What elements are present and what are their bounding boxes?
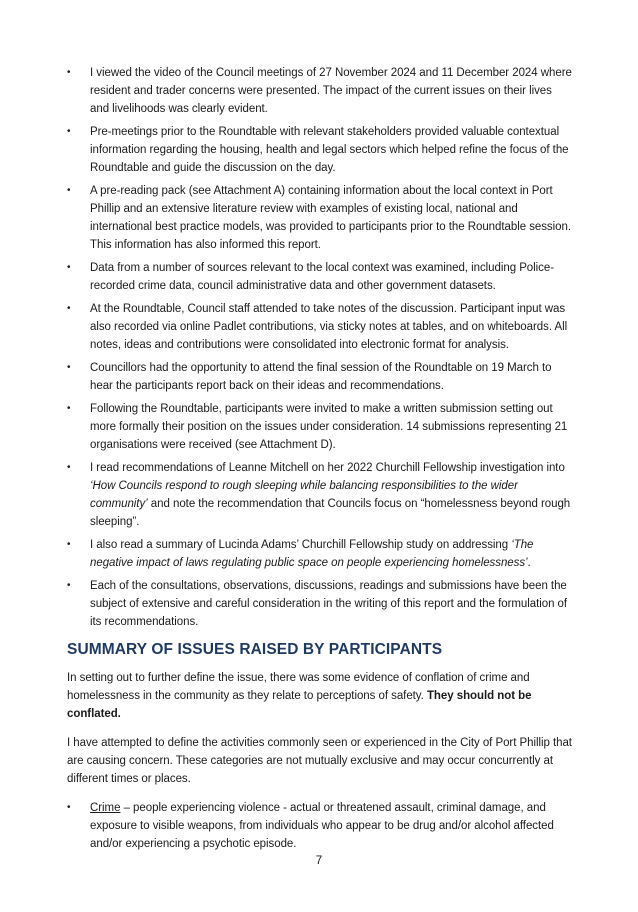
definitions-bullet-list (67, 799, 573, 853)
list-item (67, 799, 573, 853)
list-item (67, 400, 573, 454)
bullet-marker: • (67, 462, 71, 473)
bullet-text: A pre-reading pack (see Attachment A) containing information about the local context in Port Phillip and an extensive literature review with examples of existing local, national and international best practice models, was provided to participants prior to the Roundtable session. This information has also informed this report. (90, 185, 571, 251)
list-item (67, 259, 573, 295)
bullet-text: Each of the consultations, observations, discussions, readings and submissions have been the subject of extensive and careful consideration in the writing of this report and the formulation of its recommendations. (90, 580, 568, 628)
bullet-text: I read recommendations of Leanne Mitchell on her 2022 Churchill Fellowship investigation into ‘How Councils respond to rough sleeping while balancing responsibilities to the wider community’ and note the recommendation that Councils focus on “homelessness beyond rough sleeping”. (90, 462, 571, 528)
bullet-marker: • (67, 580, 71, 591)
list-item (67, 123, 573, 177)
body-paragraph: I have attempted to define the activities commonly seen or experienced in the City of Port Phillip that are causing concern. These categories are not mutually exclusive and may occur concurrently at different times or places. (67, 737, 572, 785)
list-item (67, 577, 573, 631)
list-item (67, 536, 573, 572)
bullet-marker: • (67, 802, 71, 813)
list-item (67, 300, 573, 354)
bullet-text: I viewed the video of the Council meetings of 27 November 2024 and 11 December 2024 where resident and trader concerns were presented. The impact of the current issues on their lives and livelihoods was clearly evident. (90, 67, 572, 115)
bullet-marker: • (67, 303, 71, 314)
bullet-text: Crime – people experiencing violence - actual or threatened assault, criminal damage, and exposure to visible weapons, from individuals who appear to be drug and/or alcohol affected and/or experiencing a psychotic episode. (90, 802, 554, 850)
bullet-text: Following the Roundtable, participants were invited to make a written submission setting out more formally their position on the issues under consideration. 14 submissions representing 21 organisations were received (see Attachment D). (90, 403, 568, 451)
body-paragraph: In setting out to further define the issue, there was some evidence of conflation of crime and homelessness in the community as they relate to perceptions of safety. They should not be conflated. (67, 672, 532, 720)
method-bullet-list (67, 64, 573, 631)
bullet-marker: • (67, 262, 71, 273)
bullet-text: Pre-meetings prior to the Roundtable with relevant stakeholders provided valuable contextual information regarding the housing, health and legal sectors which helped refine the focus of the Roundtable and guide the discussion on the day. (90, 126, 569, 174)
list-item (67, 182, 573, 254)
bullet-marker: • (67, 67, 71, 78)
bullet-marker: • (67, 185, 71, 196)
bullet-text: Data from a number of sources relevant to the local context was examined, including Police-recorded crime data, council administrative data and other government datasets. (90, 262, 554, 292)
bullet-text: Councillors had the opportunity to attend the final session of the Roundtable on 19 March to hear the participants report back on their ideas and recommendations. (90, 362, 552, 392)
section-heading: SUMMARY OF ISSUES RAISED BY PARTICIPANTS (67, 641, 443, 658)
page-number: 7 (315, 855, 323, 867)
list-item (67, 459, 573, 531)
bullet-text: I also read a summary of Lucinda Adams’ Churchill Fellowship study on addressing ‘The negative impact of laws regulating public space on people experiencing homelessness’. (90, 539, 534, 569)
list-item (67, 359, 573, 395)
bullet-marker: • (67, 362, 71, 373)
bullet-text: At the Roundtable, Council staff attended to take notes of the discussion. Participant input was also recorded via online Padlet contributions, via sticky notes at tables, and on whiteboards. All notes, ideas and contributions were consolidated into electronic format for analysis. (90, 303, 568, 351)
bullet-marker: • (67, 126, 71, 137)
bullet-marker: • (67, 539, 71, 550)
bullet-marker: • (67, 403, 71, 414)
list-item (67, 64, 573, 118)
